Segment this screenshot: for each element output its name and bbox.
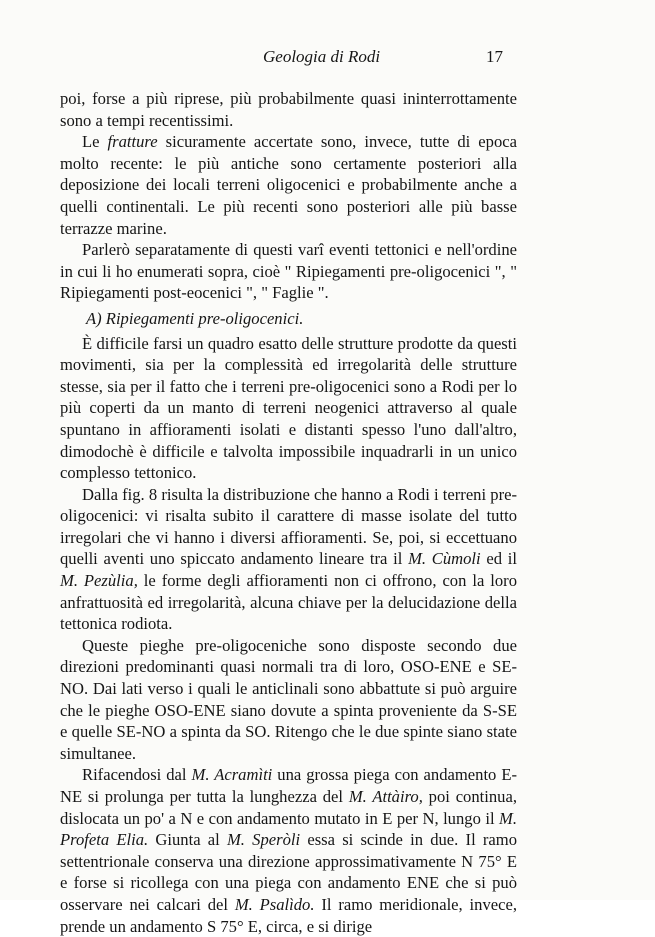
paragraph-7: Rifacendosi dal M. Acramìti una grossa piega con andamento E-NE si prolunga per tutta la lunghezza del M. Attàiro, poi continua, dislocata un po' a N e con andamento mutato in E per N, lungo il M. Profeta Elia. Giunta al M. Speròli essa si scinde in due. Il ramo settentrionale conserva una direzione approssimativamente N 75° E e forse si ricollega con una piega con andamento ENE che si può osservare nei calcari del M. Psalìdo. Il ramo meridionale, invece, prende un andamento S 75° E, circa, e si dirige [60,765,518,936]
page-header [88,47,503,71]
place-name: M. Attàiro, [348,787,423,806]
paragraph-4: È difficile farsi un quadro esatto delle strutture prodotte da questi movimenti, sia per la complessità ed irregolarità delle strutture stesse, sia per il fatto che i terreni pre-oligocenici sono a Rodi per lo più coperti da un manto di terreni neogenici attraverso al quale spuntano in affioramenti isolati e distanti spesso l'uno dall'altro, dimodochè è difficile e talvolta impossibile inquadrarli in un unico complesso tettonico. [60,333,517,483]
paragraph-1: poi, forse a più riprese, più probabilmente quasi ininterrottamente sono a tempi recentissimi. [60,89,517,130]
section-heading: A) Ripiegamenti pre-oligocenici. [86,308,304,328]
place-name: M. Speròli [226,830,301,850]
place-name: M. Cùmoli [408,549,481,569]
paragraph-6: Queste pieghe pre-oligoceniche sono disposte secondo due direzioni predominanti quasi normali tra di loro, OSO-ENE e SE-NO. Dai lati verso i quali le anticlinali sono abbattute si può arguire che le pieghe OSO-ENE siano dovute a spinta proveniente da S-SE e quelle SE-NO a spinta da SO. Ritengo che le due spinte siano state simultanee. [60,635,517,763]
place-name: M. Pezùlia, [60,571,138,591]
place-name: M. Acramìti [191,765,273,785]
paragraph-5: Dalla fig. 8 risulta la distribuzione che hanno a Rodi i terreni pre-oligocenici: vi risalta subito il carattere di masse isolate del tutto irregolari che vi hanno i diversi affioramenti. Se, poi, si eccettuano quelli aventi uno spiccato andamento lineare tra il M. Cùmoli ed il M. Pezùlia, le forme degli affioramenti non ci offrono, con la loro anfrattuosità ed irregolarità, alcuna chiave per la delucidazione della tettonica rodiota. [60,484,518,634]
paragraph-3: Parlerò separatamente di questi varî eventi tettonici e nell'ordine in cui li ho enumerati sopra, cioè " Ripiegamenti pre-oligocenici ", " Ripiegamenti post-eocenici ", " Faglie ". [60,240,517,303]
place-name: M. Profeta Elia. [60,808,517,850]
body-text [60,88,517,937]
page-number: 17 [486,47,503,66]
emphasis-fratture: fratture [107,132,158,152]
paragraph-2: Le fratture sicuramente accertate sono, invece, tutte di epoca molto recente: le più antiche sono certamente posteriori alla deposizione dei locali terreni oligocenici e probabilmente anche a quelli continentali. Le più recenti sono posteriori alle più basse terrazze marine. [60,132,517,238]
running-title: Geologia di Rodi [263,47,381,66]
place-name: M. Psalìdo. [234,894,315,914]
